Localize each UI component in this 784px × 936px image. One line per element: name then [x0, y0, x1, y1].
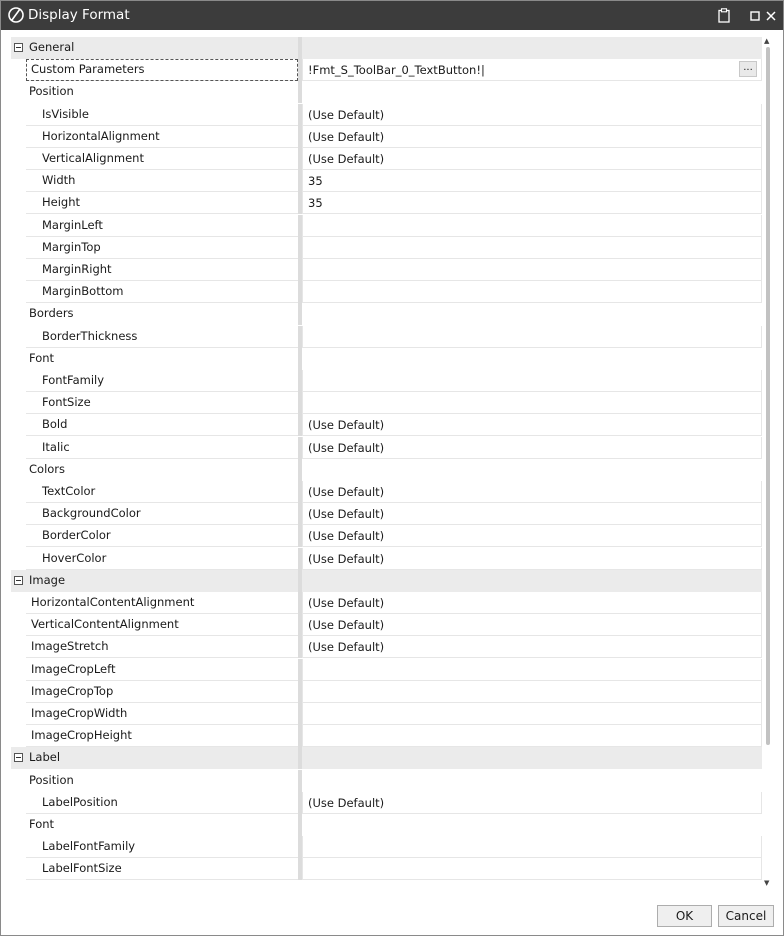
property-value-cell[interactable] — [302, 792, 762, 814]
property-value-cell — [302, 814, 762, 836]
property-value-cell[interactable] — [302, 836, 762, 858]
close-icon — [766, 11, 776, 21]
property-name: MarginRight — [42, 262, 112, 276]
property-value-cell[interactable] — [302, 237, 762, 259]
property-name: BorderThickness — [42, 328, 138, 343]
property-row[interactable] — [11, 636, 761, 658]
property-row[interactable] — [11, 237, 761, 259]
scroll-up-icon[interactable]: ▲ — [764, 37, 770, 45]
app-logo-icon — [7, 6, 25, 24]
property-name-cell[interactable] — [26, 170, 298, 192]
property-value: (Use Default) — [308, 529, 385, 544]
property-name-cell[interactable] — [26, 303, 298, 325]
property-name: IsVisible — [42, 106, 89, 121]
property-row[interactable] — [11, 703, 761, 725]
property-value: (Use Default) — [308, 129, 385, 144]
property-name-cell[interactable] — [26, 148, 298, 170]
property-name: ImageCropLeft — [31, 661, 116, 676]
property-row[interactable] — [11, 259, 761, 281]
property-value-cell[interactable] — [302, 503, 762, 525]
category-row[interactable] — [11, 770, 761, 792]
property-name-cell[interactable] — [26, 858, 298, 880]
property-value-cell[interactable] — [302, 414, 762, 436]
property-name-cell[interactable] — [26, 392, 298, 414]
category-row[interactable] — [11, 570, 761, 592]
property-row[interactable] — [11, 326, 761, 348]
property-grid — [11, 37, 771, 889]
property-name: MarginLeft — [42, 217, 103, 232]
property-name: FontFamily — [42, 373, 105, 387]
property-name: Font — [29, 817, 55, 831]
property-row[interactable] — [11, 681, 761, 703]
property-row[interactable] — [11, 392, 761, 414]
property-row[interactable] — [11, 104, 761, 126]
property-name-cell[interactable] — [26, 348, 298, 370]
property-name-cell[interactable] — [26, 459, 298, 481]
selection-focus-border — [26, 59, 298, 81]
property-value-cell[interactable] — [302, 192, 762, 214]
property-name: General — [29, 40, 75, 54]
property-value: (Use Default) — [308, 596, 385, 610]
property-name: MarginTop — [42, 239, 101, 254]
property-value-cell — [302, 37, 762, 59]
property-row[interactable] — [11, 525, 761, 547]
collapse-icon[interactable] — [14, 576, 23, 585]
scrollbar-thumb[interactable] — [766, 47, 770, 745]
property-value: (Use Default) — [308, 618, 385, 633]
property-row[interactable] — [11, 414, 761, 436]
property-name-cell[interactable] — [26, 681, 298, 703]
property-name: Italic — [42, 439, 70, 454]
property-row[interactable] — [11, 281, 761, 303]
property-row[interactable] — [11, 858, 761, 880]
property-value-cell[interactable] — [302, 614, 762, 636]
property-value: (Use Default) — [308, 485, 385, 499]
close-button[interactable] — [760, 5, 782, 26]
category-row[interactable] — [11, 81, 761, 103]
collapse-icon[interactable] — [14, 753, 23, 762]
property-row[interactable] — [11, 370, 761, 392]
property-row[interactable] — [11, 192, 761, 214]
property-row[interactable] — [11, 592, 761, 614]
property-name-cell[interactable] — [26, 192, 298, 214]
property-value-cell[interactable] — [302, 170, 762, 192]
property-row[interactable] — [11, 614, 761, 636]
property-value-cell[interactable] — [302, 392, 762, 414]
property-name-cell[interactable] — [26, 370, 298, 392]
property-name: Height — [42, 195, 81, 210]
property-value-cell[interactable] — [302, 725, 762, 747]
property-value-cell[interactable] — [302, 148, 762, 170]
property-value-cell[interactable] — [302, 126, 762, 148]
property-value-cell[interactable] — [302, 659, 762, 681]
property-value: (Use Default) — [308, 640, 385, 655]
property-name-cell[interactable] — [26, 237, 298, 259]
property-value: (Use Default) — [308, 507, 385, 522]
property-name: HoverColor — [42, 550, 107, 565]
property-name: TextColor — [42, 484, 96, 498]
property-row[interactable] — [11, 792, 761, 814]
property-name-cell[interactable] — [26, 525, 298, 547]
property-name: VerticalContentAlignment — [31, 617, 179, 632]
property-name: Position — [29, 84, 74, 99]
property-value-cell[interactable] — [302, 681, 762, 703]
cancel-button[interactable]: Cancel — [718, 905, 774, 927]
property-name: LabelFontSize — [42, 861, 122, 876]
property-name: BorderColor — [42, 528, 111, 543]
property-value-cell — [302, 570, 762, 592]
property-value: (Use Default) — [308, 795, 385, 810]
property-name-cell[interactable] — [26, 548, 298, 570]
property-name-cell[interactable] — [26, 437, 298, 459]
category-row[interactable] — [11, 747, 761, 769]
property-value-cell[interactable] — [302, 437, 762, 459]
property-name-cell[interactable] — [26, 81, 298, 103]
property-name-cell[interactable] — [26, 614, 298, 636]
property-row[interactable] — [11, 481, 761, 503]
category-row[interactable] — [11, 814, 761, 836]
clipboard-button[interactable] — [713, 5, 735, 26]
property-name-cell[interactable] — [26, 659, 298, 681]
property-name-cell[interactable] — [26, 481, 298, 503]
property-value-cell[interactable] — [302, 548, 762, 570]
property-name-cell[interactable] — [26, 281, 298, 303]
property-name: Label — [29, 750, 61, 765]
property-name-cell[interactable] — [26, 570, 298, 592]
property-value-cell[interactable] — [302, 481, 762, 503]
property-value-cell[interactable] — [302, 59, 762, 81]
property-name: Width — [42, 173, 76, 188]
property-name-cell[interactable] — [26, 747, 298, 769]
property-row[interactable] — [11, 437, 761, 459]
property-name-cell[interactable] — [26, 814, 298, 836]
category-row[interactable] — [11, 459, 761, 481]
property-value-cell — [302, 459, 762, 481]
vertical-scrollbar[interactable] — [763, 37, 771, 889]
property-name: ImageCropWidth — [31, 706, 128, 720]
property-name: VerticalAlignment — [42, 151, 144, 165]
property-row[interactable] — [11, 170, 761, 192]
property-name-cell[interactable] — [26, 770, 298, 792]
property-value-cell[interactable] — [302, 326, 762, 348]
property-value-cell[interactable] — [302, 592, 762, 614]
property-name-cell[interactable] — [26, 37, 298, 59]
clipboard-icon — [718, 8, 730, 23]
property-row[interactable] — [11, 126, 761, 148]
property-row[interactable] — [11, 59, 761, 81]
property-name-cell[interactable] — [26, 215, 298, 237]
property-name: LabelFontFamily — [42, 839, 136, 854]
title-bar — [1, 1, 783, 30]
property-value-cell[interactable] — [302, 858, 762, 880]
property-value: (Use Default) — [308, 440, 385, 455]
property-name: Position — [29, 772, 74, 787]
property-name: Colors — [29, 461, 66, 476]
property-value-cell[interactable] — [302, 636, 762, 658]
category-row[interactable] — [11, 37, 761, 59]
property-value: 35 — [308, 174, 323, 189]
property-name-cell[interactable] — [26, 503, 298, 525]
property-value-cell — [302, 770, 762, 792]
property-name: BackgroundColor — [42, 506, 141, 521]
property-row[interactable] — [11, 548, 761, 570]
property-name-cell[interactable] — [26, 104, 298, 126]
property-name-cell[interactable] — [26, 414, 298, 436]
property-name: Custom Parameters — [31, 62, 145, 77]
property-value-cell[interactable] — [302, 370, 762, 392]
maximize-icon — [750, 11, 760, 21]
property-value-cell — [302, 747, 762, 769]
property-name: MarginBottom — [42, 284, 124, 299]
property-name-cell[interactable] — [26, 259, 298, 281]
property-value-cell[interactable] — [302, 259, 762, 281]
category-row[interactable] — [11, 303, 761, 325]
category-row[interactable] — [11, 348, 761, 370]
property-name-cell[interactable] — [26, 326, 298, 348]
property-row[interactable] — [11, 148, 761, 170]
property-value: (Use Default) — [308, 551, 385, 566]
property-value-cell[interactable] — [302, 215, 762, 237]
property-name-cell[interactable] — [26, 126, 298, 148]
property-value: (Use Default) — [308, 152, 385, 166]
property-name: ImageStretch — [31, 639, 109, 654]
collapse-icon[interactable] — [14, 43, 23, 52]
property-name: Borders — [29, 306, 74, 321]
property-name-cell[interactable] — [26, 703, 298, 725]
property-value-cell — [302, 348, 762, 370]
property-name-cell[interactable] — [26, 592, 298, 614]
property-name-cell[interactable] — [26, 636, 298, 658]
property-name: Font — [29, 350, 55, 365]
property-row[interactable] — [11, 659, 761, 681]
property-row[interactable] — [11, 215, 761, 237]
property-name-cell[interactable] — [26, 792, 298, 814]
property-name-cell[interactable] — [26, 836, 298, 858]
property-name: ImageCropTop — [31, 683, 114, 698]
property-row[interactable] — [11, 725, 761, 747]
scroll-down-icon[interactable]: ▼ — [764, 879, 770, 887]
property-row[interactable] — [11, 836, 761, 858]
property-row[interactable] — [11, 503, 761, 525]
property-value-cell[interactable] — [302, 525, 762, 547]
property-name: Image — [29, 572, 66, 587]
property-name: FontSize — [42, 395, 91, 410]
property-value-cell — [302, 303, 762, 325]
property-name: HorizontalAlignment — [42, 128, 160, 143]
property-name: Bold — [42, 417, 68, 432]
property-value-cell[interactable] — [302, 281, 762, 303]
window-title: Display Format — [28, 7, 130, 23]
property-value: 35 — [308, 196, 323, 211]
property-value: (Use Default) — [308, 418, 385, 433]
ellipsis-button[interactable]: ... — [739, 61, 757, 77]
property-value-cell[interactable] — [302, 703, 762, 725]
property-value-cell[interactable] — [302, 104, 762, 126]
property-name: LabelPosition — [42, 794, 118, 809]
ok-button[interactable]: OK — [657, 905, 712, 927]
property-value: (Use Default) — [308, 107, 385, 122]
property-name-cell[interactable] — [26, 725, 298, 747]
property-value-cell — [302, 81, 762, 103]
property-value: !Fmt_S_ToolBar_0_TextButton!| — [308, 63, 485, 78]
property-name: ImageCropHeight — [31, 728, 132, 743]
property-name: HorizontalContentAlignment — [31, 595, 195, 609]
